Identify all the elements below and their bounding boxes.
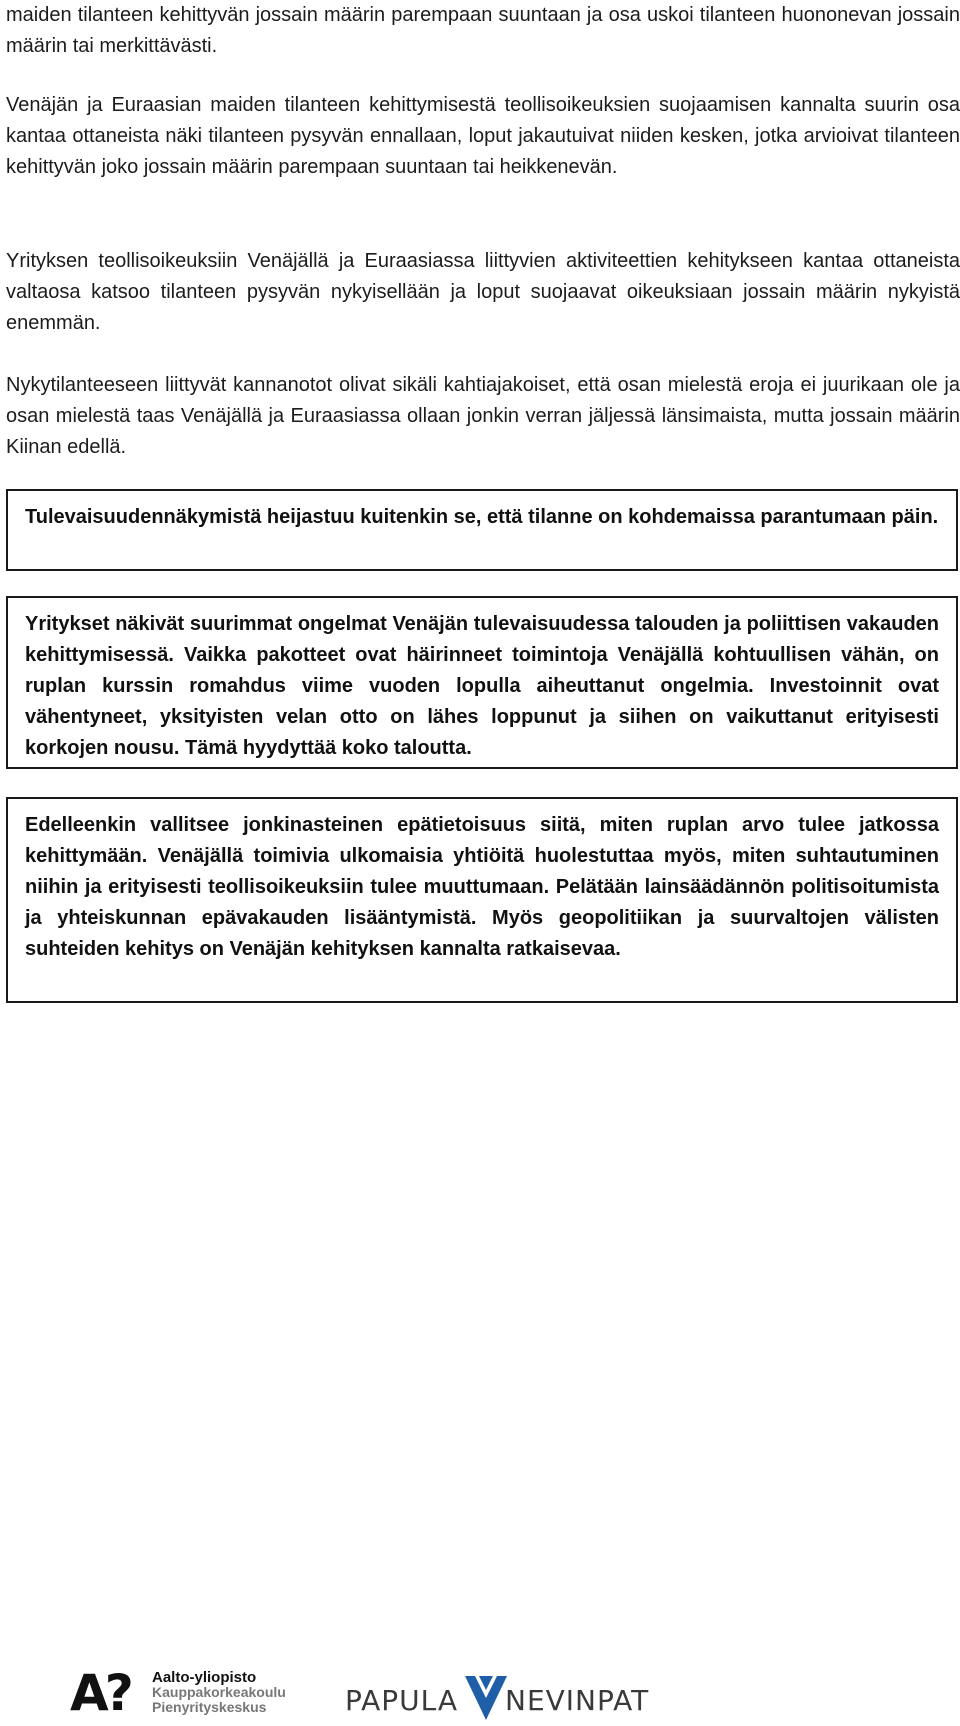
highlight-box-3 xyxy=(6,797,958,1003)
papula-triangle-icon xyxy=(463,1672,509,1724)
paragraph-1: maiden tilanteen kehittyvän jossain määrin parempaan suuntaan ja osa uskoi tilanteen huononevan jossain määrin tai merkittävästi. xyxy=(6,4,960,57)
aalto-logo xyxy=(70,1664,300,1726)
highlight-box-1-text: Tulevaisuudennäkymistä heijastuu kuitenkin se, että tilanne on kohdemaissa parantumaan päin. xyxy=(25,506,939,528)
paragraph-4: Nykytilanteeseen liittyvät kannanotot olivat sikäli kahtiajakoiset, että osan mielestä eroja ei juurikaan ole ja osan mielestä taas Venäjällä ja Euraasiassa ollaan jonkin verran jäljessä länsimaista, mutta jossain määrin Kiinan edellä. xyxy=(6,374,960,458)
highlight-box-2 xyxy=(6,596,958,769)
highlight-box-1 xyxy=(6,489,958,571)
aalto-logo-text xyxy=(152,1670,286,1715)
paragraph-2: Venäjän ja Euraasian maiden tilanteen kehittymisestä teollisoikeuksien suojaamisen kannalta suurin osa kantaa ottaneista näki tilanteen pysyvän ennallaan, loput jakautuivat niiden kesken, jotka arvioivat tilanteen kehittyvän joko jossain määrin parempaan suuntaan tai heikkenevän. xyxy=(6,94,960,178)
aalto-mark-icon: A? xyxy=(70,1664,130,1722)
footer-logos xyxy=(0,1660,960,1726)
papula-logo-left-text: PAPULA xyxy=(345,1684,459,1717)
papula-nevinpat-logo xyxy=(345,1672,675,1726)
highlight-box-2-text: Yritykset näkivät suurimmat ongelmat Venäjän tulevaisuudessa talouden ja poliittisen vakauden kehittymisessä. Vaikka pakotteet ovat häirinneet toimintoja Venäjällä kohtuullisen vähän, on ruplan kurssin romahdus viime vuoden lopulla aiheuttanut ongelmia. Investoinnit ovat vähentyneet, yksityisten velan otto on lähes loppunut ja siihen on vaikuttanut erityisesti korkojen nousu. Tämä hyydyttää koko taloutta. xyxy=(25,613,939,759)
papula-logo-right-text: NEVINPAT xyxy=(505,1684,650,1717)
aalto-line-3: Pienyrityskeskus xyxy=(152,1699,267,1715)
highlight-box-3-text: Edelleenkin vallitsee jonkinasteinen epätietoisuus siitä, miten ruplan arvo tulee jatkossa kehittymään. Venäjällä toimivia ulkomaisia yhtiöitä huolestuttaa myös, miten suhtautuminen niihin ja erityisesti teollisoikeuksiin tulee muuttumaan. Pelätään lainsäädännön politisoitumista ja yhteiskunnan epävakauden lisääntymistä. Myös geopolitiikan ja suurvaltojen välisten suhteiden kehitys on Venäjän kehityksen kannalta ratkaisevaa. xyxy=(25,814,939,960)
aalto-line-2: Kauppakorkeakoulu xyxy=(152,1684,286,1700)
aalto-line-1: Aalto-yliopisto xyxy=(152,1669,257,1686)
paragraph-3: Yrityksen teollisoikeuksiin Venäjällä ja Euraasiassa liittyvien aktiviteettien kehitykseen kantaa ottaneista valtaosa katsoo tilanteen pysyvän nykyisellään ja loput suojaavat oikeuksiaan jossain määrin nykyistä enemmän. xyxy=(6,250,960,334)
